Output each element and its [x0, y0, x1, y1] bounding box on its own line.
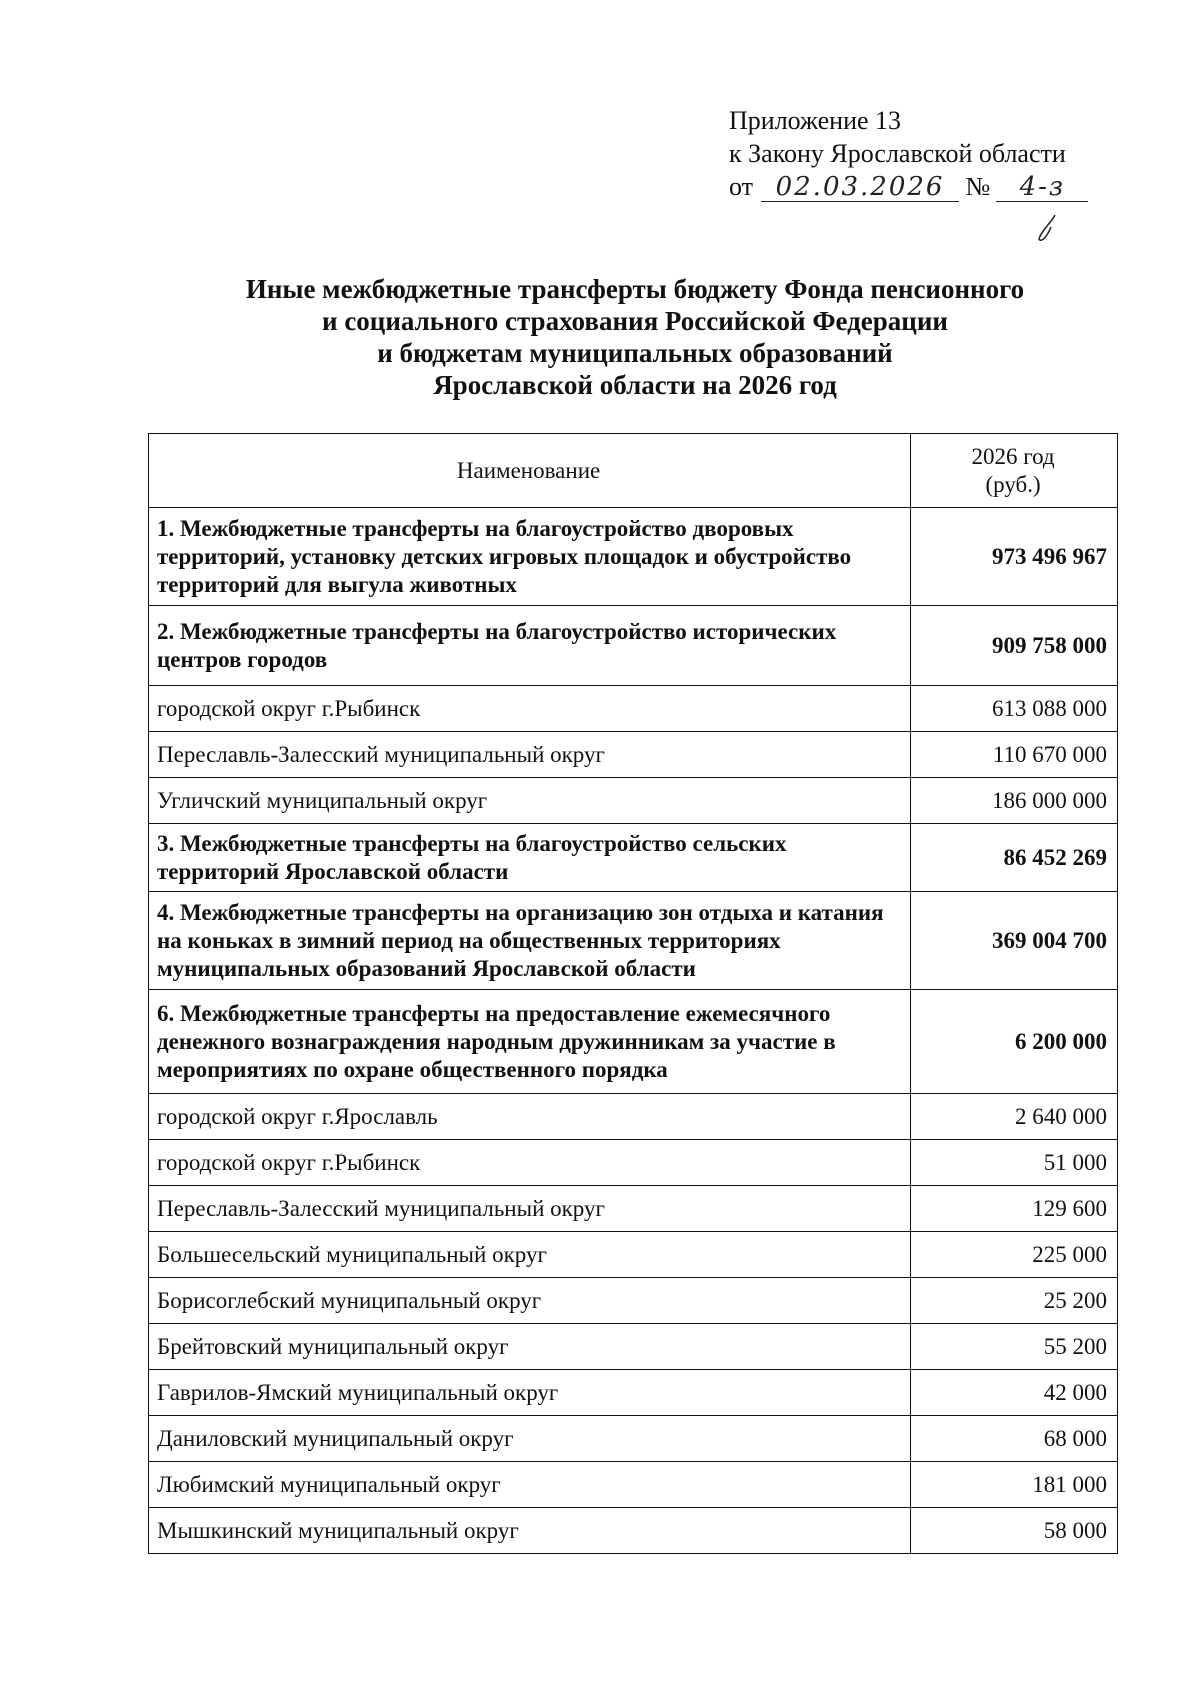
table-section-row: [149, 892, 1118, 990]
row-name: Гаврилов-Ямский муниципальный округ: [149, 1370, 911, 1416]
table-row: [149, 1324, 1118, 1370]
table-row: [149, 1232, 1118, 1278]
table-row: [149, 778, 1118, 824]
row-value: 86 452 269: [911, 824, 1118, 892]
row-name: 6. Межбюджетные трансферты на предоставление ежемесячного денежного вознаграждения народным дружинникам за участие в мероприятиях по охране общественного порядка: [149, 990, 911, 1094]
row-value: 25 200: [911, 1278, 1118, 1324]
title-line-4: Ярославской области на 2026 год: [433, 370, 837, 400]
row-value: 225 000: [911, 1232, 1118, 1278]
appendix-number: Приложение 13: [729, 106, 902, 135]
header-value: [911, 434, 1118, 508]
appendix-header: [729, 104, 1088, 203]
row-name: городской округ г.Ярославль: [149, 1094, 911, 1140]
row-name: Мышкинский муниципальный округ: [149, 1508, 911, 1554]
row-value: 186 000 000: [911, 778, 1118, 824]
row-value: 129 600: [911, 1186, 1118, 1232]
table-section-row: [149, 824, 1118, 892]
row-value: 110 670 000: [911, 732, 1118, 778]
header-value-year: 2026 год: [971, 443, 1055, 469]
header-name: Наименование: [149, 434, 911, 508]
title-line-1: Иные межбюджетные трансферты бюджету Фонда пенсионного: [245, 274, 1025, 304]
row-value: 973 496 967: [911, 508, 1118, 606]
row-value: 181 000: [911, 1462, 1118, 1508]
table-row: [149, 732, 1118, 778]
row-name: 3. Межбюджетные трансферты на благоустройство сельских территорий Ярославской области: [149, 824, 911, 892]
row-value: 58 000: [911, 1508, 1118, 1554]
table-section-row: [149, 990, 1118, 1094]
handwritten-date: 02.03.2026: [761, 173, 959, 202]
table-row: [149, 1094, 1118, 1140]
table-header-row: [149, 434, 1118, 508]
table-row: [149, 1278, 1118, 1324]
handwritten-law-number: 4-з: [996, 173, 1088, 202]
date-prefix: от: [729, 172, 754, 201]
row-name: 4. Межбюджетные трансферты на организацию зон отдыха и катания на коньках в зимний период на общественных территориях муниципальных образований Ярославской области: [149, 892, 911, 990]
table-section-row: [149, 508, 1118, 606]
table-row: [149, 1462, 1118, 1508]
transfers-table: [148, 433, 1118, 1554]
row-value: 613 088 000: [911, 686, 1118, 732]
appendix-date-line: [729, 170, 1088, 203]
document-title: [150, 273, 1120, 401]
number-prefix: №: [965, 172, 991, 201]
row-name: Переславль-Залесский муниципальный округ: [149, 1186, 911, 1232]
title-line-2: и социального страхования Российской Федерации: [322, 306, 948, 336]
row-name: Переславль-Залесский муниципальный округ: [149, 732, 911, 778]
row-value: 68 000: [911, 1416, 1118, 1462]
table-row: [149, 1370, 1118, 1416]
row-value: 51 000: [911, 1140, 1118, 1186]
row-name: Даниловский муниципальный округ: [149, 1416, 911, 1462]
row-name: городской округ г.Рыбинск: [149, 1140, 911, 1186]
table-row: [149, 1186, 1118, 1232]
row-name: Брейтовский муниципальный округ: [149, 1324, 911, 1370]
appendix-law-reference: к Закону Ярославской области: [729, 139, 1066, 168]
row-name: городской округ г.Рыбинск: [149, 686, 911, 732]
table-section-row: [149, 606, 1118, 686]
header-value-unit: (руб.): [985, 471, 1041, 497]
table-body: [149, 508, 1118, 1554]
row-value: 42 000: [911, 1370, 1118, 1416]
row-name: Большесельский муниципальный округ: [149, 1232, 911, 1278]
table-row: [149, 1416, 1118, 1462]
table-row: [149, 1508, 1118, 1554]
row-name: Любимский муниципальный округ: [149, 1462, 911, 1508]
table-row: [149, 686, 1118, 732]
signature-flourish-icon: [1035, 213, 1061, 243]
row-name: 2. Межбюджетные трансферты на благоустройство исторических центров городов: [149, 606, 911, 686]
row-value: 6 200 000: [911, 990, 1118, 1094]
row-name: Угличский муниципальный округ: [149, 778, 911, 824]
row-value: 2 640 000: [911, 1094, 1118, 1140]
row-value: 909 758 000: [911, 606, 1118, 686]
row-name: Борисоглебский муниципальный округ: [149, 1278, 911, 1324]
row-value: 369 004 700: [911, 892, 1118, 990]
row-value: 55 200: [911, 1324, 1118, 1370]
row-name: 1. Межбюджетные трансферты на благоустройство дворовых территорий, установку детских игровых площадок и обустройство территорий для выгула животных: [149, 508, 911, 606]
table-row: [149, 1140, 1118, 1186]
title-line-3: и бюджетам муниципальных образований: [377, 338, 893, 368]
